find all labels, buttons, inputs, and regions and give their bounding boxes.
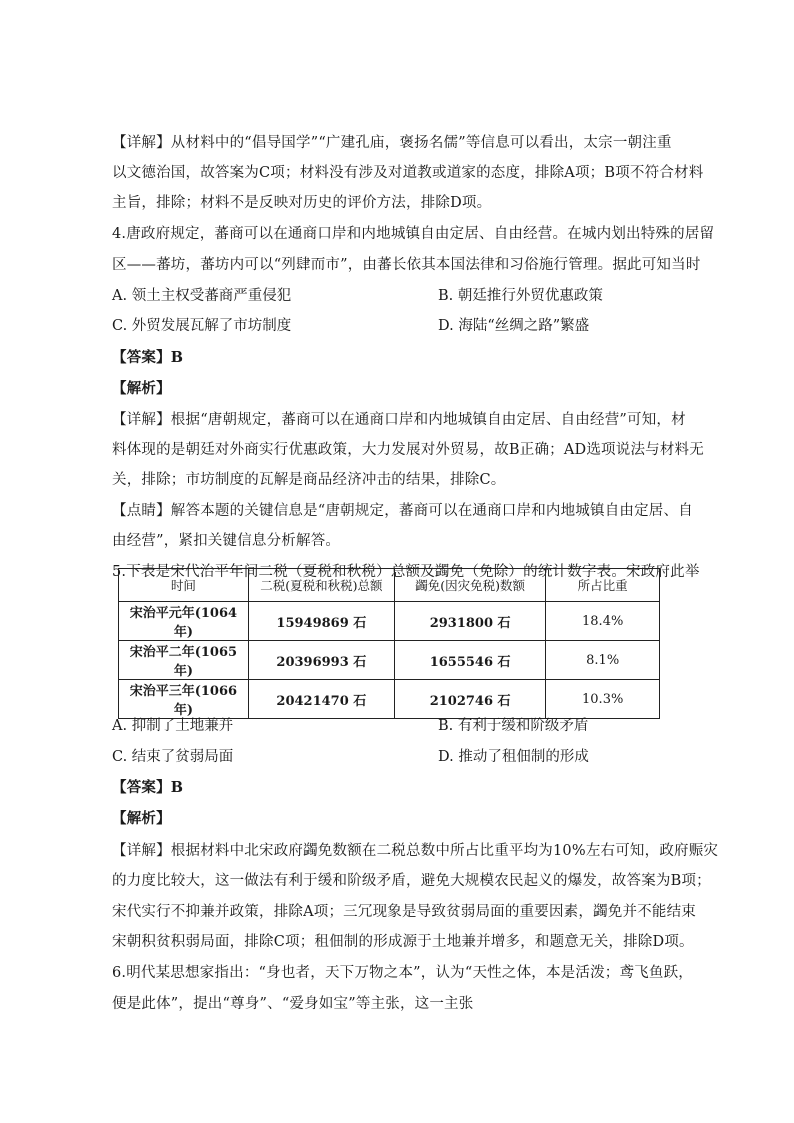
table-row <box>119 641 660 680</box>
q4-point-line: 由经营”，紧扣关键信息分析解答。 <box>112 533 341 549</box>
table-cell: 8.1% <box>546 641 660 680</box>
table-cell: 宋治平二年(1065 年) <box>119 641 249 680</box>
q4-option-a: A. 领土主权受蕃商严重侵犯 <box>112 288 292 304</box>
q4-option-d: D. 海陆“丝绸之路”繁盛 <box>438 318 590 334</box>
table-cell: 宋治平元年(1064 年) <box>119 602 249 641</box>
table-cell: 1655546 石 <box>394 641 545 680</box>
q5-option-c: C. 结束了贫弱局面 <box>112 749 234 765</box>
q5-option-d: D. 推动了租佃制的形成 <box>438 749 589 765</box>
paragraph-line: 主旨，排除；材料不是反映对历史的评价方法，排除D项。 <box>112 195 492 211</box>
q5-detail-line: 宋朝积贫积弱局面，排除C项；租佃制的形成源于土地兼并增多，和题意无关，排除D项。 <box>112 934 694 950</box>
table-cell: 20421470 石 <box>248 680 394 719</box>
table-cell: 2931800 石 <box>394 602 545 641</box>
table-row <box>119 602 660 641</box>
table-cell: 15949869 石 <box>248 602 394 641</box>
q4-answer: 【答案】B <box>112 349 184 366</box>
q4-option-b: B. 朝廷推行外贸优惠政策 <box>438 288 603 304</box>
q4-analysis-heading: 【解析】 <box>112 380 171 397</box>
paragraph-line: 以文德治国，故答案为C项；材料没有涉及对道教或道家的态度，排除A项；B项不符合材料 <box>112 165 704 181</box>
question-6-stem-line: 便是此体”，提出“尊身”、“爱身如宝”等主张，这一主张 <box>112 996 474 1012</box>
question-5-stem: 5.下表是宋代治平年间二税（夏税和秋税）总额及蠲免（免除）的统计数字表。宋政府此举 <box>112 564 700 580</box>
table-header-cell: 二税(夏税和秋税)总额 <box>248 569 394 602</box>
q5-detail-line: 的力度比较大，这一做法有利于缓和阶级矛盾，避免大规模农民起义的爆发，故答案为B项； <box>112 873 711 889</box>
q4-detail-line: 【详解】根据“唐朝规定，蕃商可以在通商口岸和内地城镇自由定居、自由经营”可知，材 <box>112 412 686 428</box>
table-cell: 宋治平三年(1066 年) <box>119 680 249 719</box>
table-header-cell: 所占比重 <box>546 569 660 602</box>
table-header-cell: 时间 <box>119 569 249 602</box>
table-row <box>119 680 660 719</box>
q4-point-line: 【点睛】解答本题的关键信息是“唐朝规定，蕃商可以在通商口岸和内地城镇自由定居、自 <box>112 503 693 519</box>
paragraph-line: 【详解】从材料中的“倡导国学”“广建孔庙，褒扬名儒”等信息可以看出，太宗一朝注重 <box>112 135 672 151</box>
q4-option-c: C. 外贸发展瓦解了市坊制度 <box>112 318 292 334</box>
table-cell: 2102746 石 <box>394 680 545 719</box>
question-4-stem-line: 4.唐政府规定，蕃商可以在通商口岸和内地城镇自由定居、自由经营。在城内划出特殊的居留 <box>112 226 715 242</box>
table-cell: 18.4% <box>546 602 660 641</box>
q5-detail-line: 【详解】根据材料中北宋政府蠲免数额在二税总数中所占比重平均为10%左右可知，政府赈灾 <box>112 843 719 859</box>
table-header-cell: 蠲免(因灾免税)数额 <box>394 569 545 602</box>
tax-statistics-table <box>118 568 660 719</box>
q5-option-b: B. 有利于缓和阶级矛盾 <box>438 718 589 734</box>
q5-detail-line: 宋代实行不抑兼并政策，排除A项；三冗现象是导致贫弱局面的重要因素，蠲免并不能结束 <box>112 904 696 920</box>
q5-option-a: A. 抑制了土地兼并 <box>112 718 234 734</box>
q4-detail-line: 料体现的是朝廷对外商实行优惠政策，大力发展对外贸易，故B正确；AD选项说法与材料无 <box>112 442 704 458</box>
q5-answer: 【答案】B <box>112 779 184 796</box>
q4-detail-line: 关，排除；市坊制度的瓦解是商品经济冲击的结果，排除C。 <box>112 472 506 488</box>
table-cell: 20396993 石 <box>248 641 394 680</box>
table-cell: 10.3% <box>546 680 660 719</box>
q5-analysis-heading: 【解析】 <box>112 810 171 827</box>
table-header-row <box>119 569 660 602</box>
question-6-stem-line: 6.明代某思想家指出：“身也者，天下万物之本”，认为“天性之体，本是活泼；鸢飞鱼跃， <box>112 965 693 981</box>
question-4-stem-line: 区——蕃坊，蕃坊内可以“列肆而市”，由蕃长依其本国法律和习俗施行管理。据此可知当时 <box>112 257 701 273</box>
